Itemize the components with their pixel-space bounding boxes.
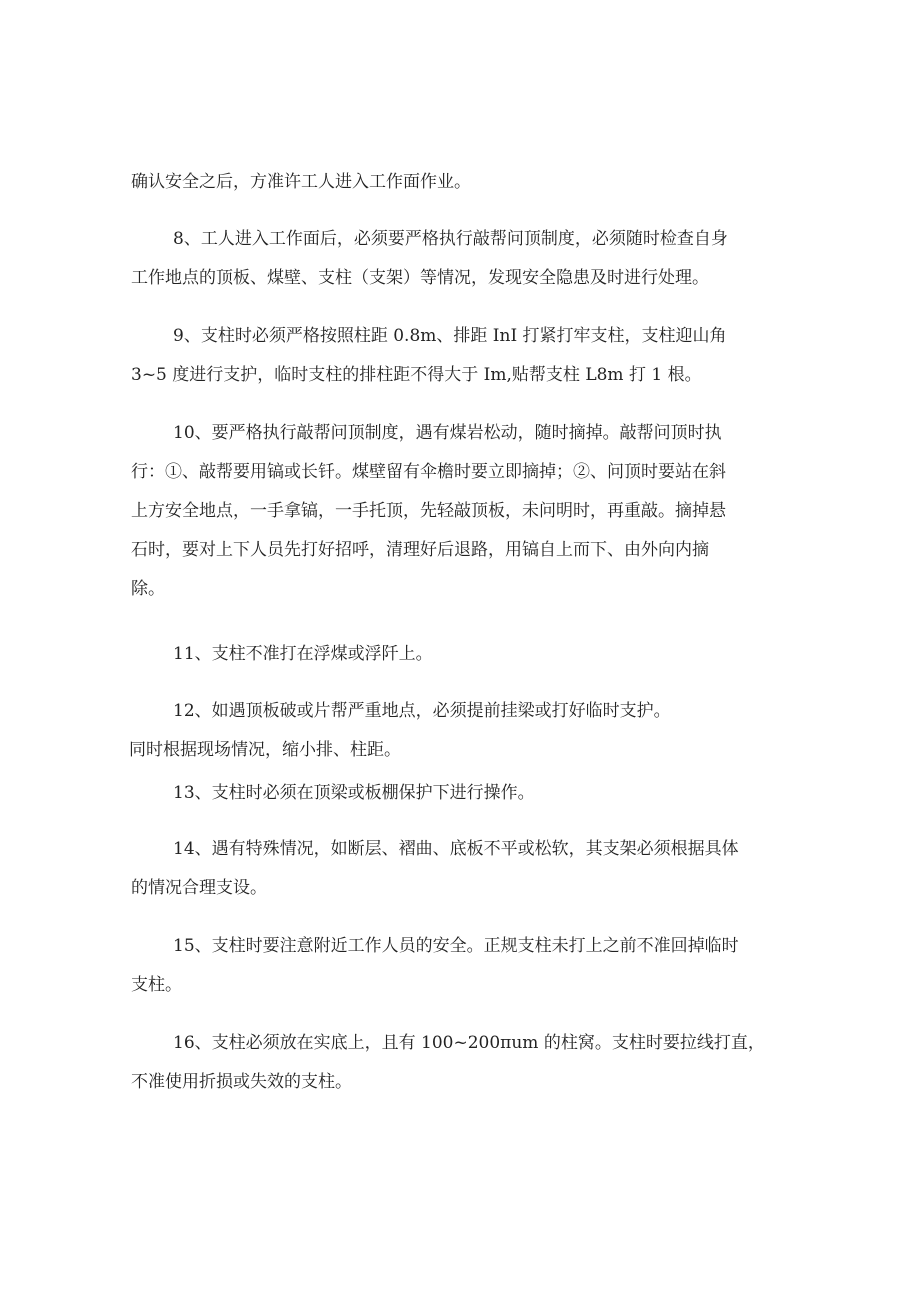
text-line: 确认安全之后，方准许工人进入工作面作业。	[131, 172, 471, 192]
text-line: 13、支柱时必须在顶梁或板棚保护下进行操作。	[173, 783, 535, 803]
text-line: 10、要严格执行敲帮问顶制度，遇有煤岩松动，随时摘掉。敲帮问顶时执	[173, 423, 722, 443]
text-line: 支柱。	[131, 975, 182, 995]
text-line: 不准使用折损或失效的支柱。	[131, 1072, 352, 1092]
text-line: 8、工人进入工作面后，必须要严格执行敲帮问顶制度，必须随时检查自身	[173, 229, 728, 249]
text-line: 同时根据现场情况，缩小排、柱距。	[129, 740, 401, 760]
text-line: 上方安全地点，一手拿镐，一手托顶，先轻敲顶板，未问明时，再重敲。摘掉悬	[131, 501, 726, 521]
text-line: 14、遇有特殊情况，如断层、褶曲、底板不平或松软，其支架必须根据具体	[173, 839, 739, 859]
text-line: 行：①、敲帮要用镐或长钎。煤壁留有伞檐时要立即摘掉；②、问顶时要站在斜	[131, 462, 726, 482]
text-line: 3~5 度进行支护，临时支柱的排柱距不得大于 Im,贴帮支柱 L8m 打 1 根。	[131, 365, 702, 385]
text-line: 16、支柱必须放在实底上，且有 100~200πum 的柱窝。支柱时要拉线打直，	[173, 1033, 765, 1053]
text-line: 12、如遇顶板破或片帮严重地点，必须提前挂梁或打好临时支护。	[173, 701, 671, 721]
text-line: 工作地点的顶板、煤壁、支柱（支架）等情况，发现安全隐患及时进行处理。	[131, 268, 709, 288]
text-line: 除。	[131, 579, 165, 599]
text-line: 的情况合理支设。	[131, 878, 267, 898]
text-line: 9、支柱时必须严格按照柱距 0.8m、排距 InI 打紧打牢支柱，支柱迎山角	[173, 326, 727, 346]
text-line: 石时，要对上下人员先打好招呼，清理好后退路，用镐自上而下、由外向内摘	[131, 540, 709, 560]
text-line: 11、支柱不准打在浮煤或浮阡上。	[173, 644, 433, 664]
text-line: 15、支柱时要注意附近工作人员的安全。正规支柱未打上之前不准回掉临时	[173, 936, 739, 956]
